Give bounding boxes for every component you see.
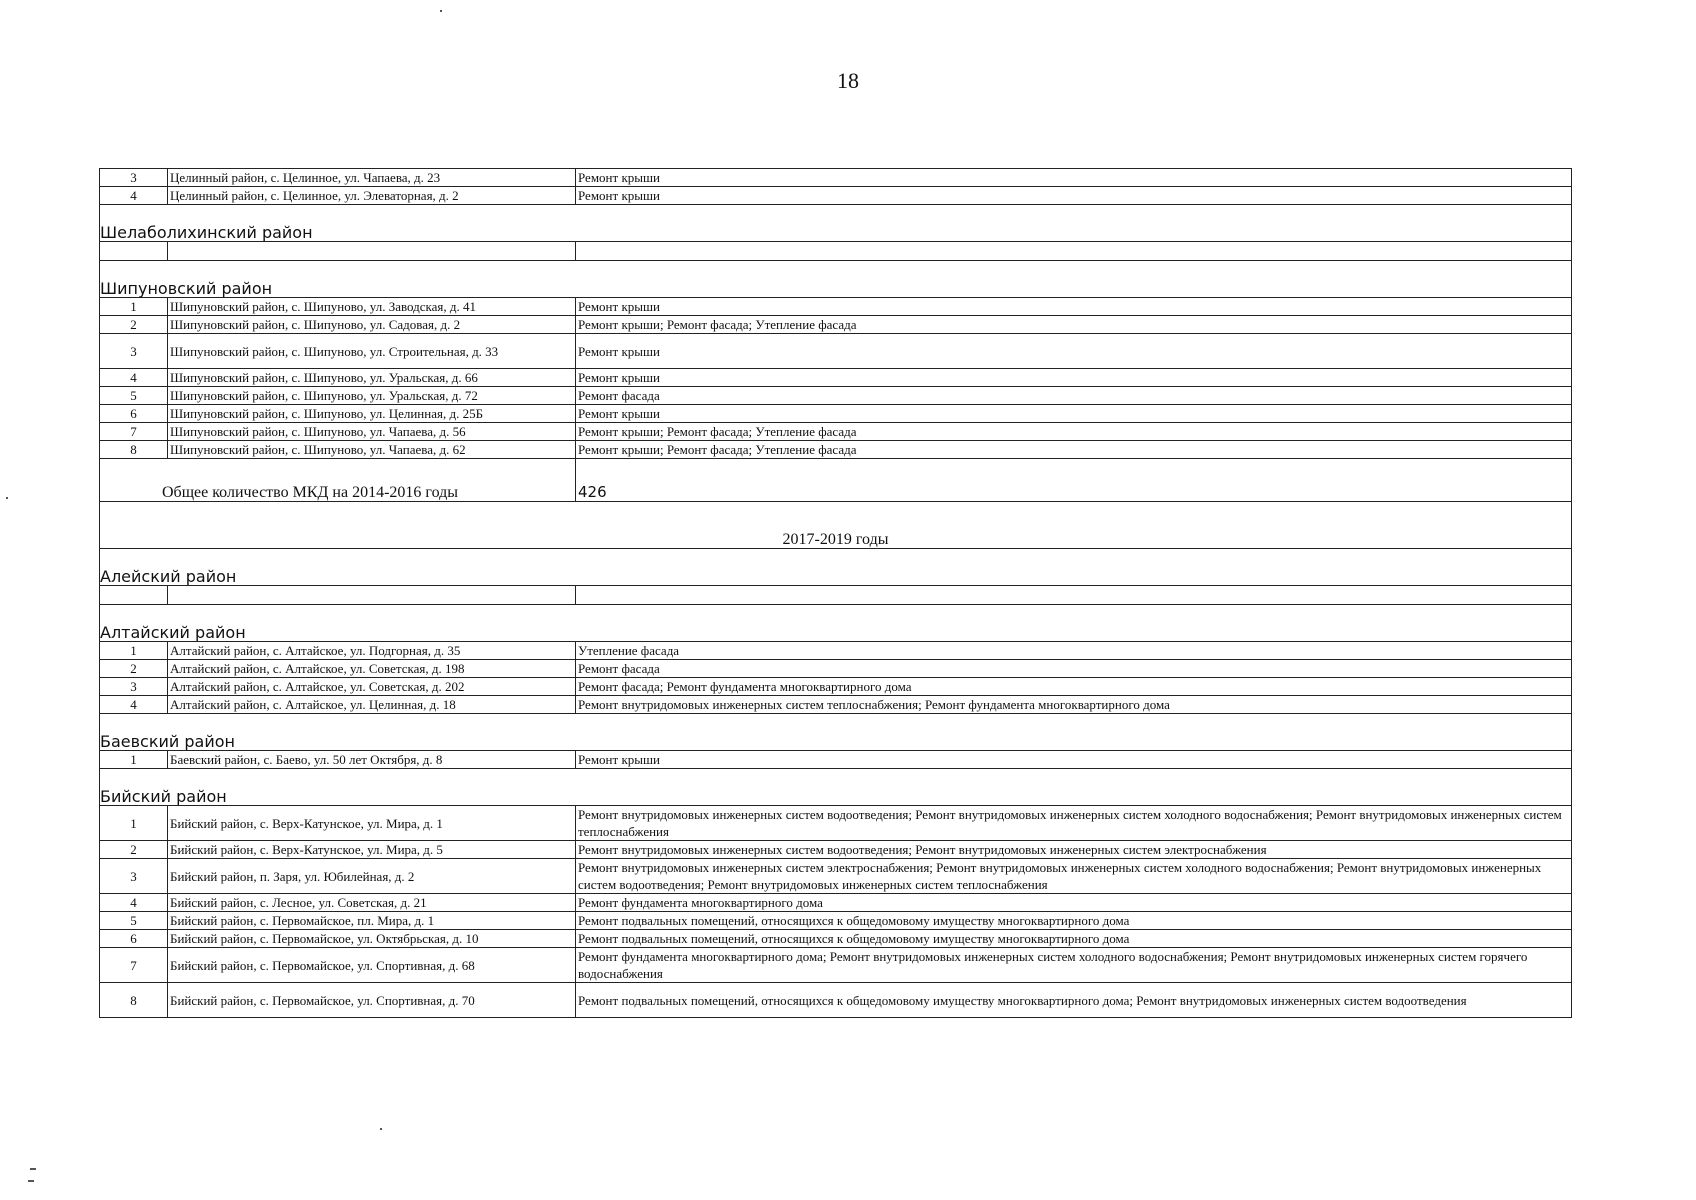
row-work-type: Ремонт внутридомовых инженерных систем водоотведения; Ремонт внутридомовых инженерных систем холодного водоснабжения; Ремонт внутридомовых инженерных систем теплоснабжения (576, 806, 1572, 841)
row-work-type: Ремонт крыши (576, 369, 1572, 387)
row-work-type: Ремонт крыши; Ремонт фасада; Утепление фасада (576, 441, 1572, 459)
scan-speck (30, 1168, 36, 1170)
row-work-type: Ремонт крыши (576, 405, 1572, 423)
row-address: Алтайский район, с. Алтайское, ул. Советская, д. 198 (168, 660, 576, 678)
row-work-type: Ремонт фундамента многоквартирного дома; Ремонт внутридомовых инженерных систем холодного водоснабжения; Ремонт внутридомовых инженерных систем горячего водоснабжения (576, 948, 1572, 983)
row-work-type: Утепление фасада (576, 642, 1572, 660)
row-number: 4 (100, 187, 168, 205)
row-work-type: Ремонт крыши (576, 187, 1572, 205)
row-number: 3 (100, 334, 168, 369)
row-address: Шипуновский район, с. Шипуново, ул. Уральская, д. 66 (168, 369, 576, 387)
page-number: 18 (837, 68, 859, 93)
scan-speck (380, 1128, 382, 1130)
district-heading-row (100, 261, 1572, 298)
district-heading: Бийский район (100, 769, 1572, 806)
row-number: 3 (100, 169, 168, 187)
table-row (100, 334, 1572, 369)
row-address: Бийский район, п. Заря, ул. Юбилейная, д. 2 (168, 859, 576, 894)
total-label: Общее количество МКД на 2014-2016 годы (100, 459, 576, 502)
table-row (100, 983, 1572, 1018)
scan-speck (6, 497, 8, 499)
district-heading: Шелаболихинский район (100, 205, 1572, 242)
row-work-type: Ремонт фундамента многоквартирного дома (576, 894, 1572, 912)
row-address: Бийский район, с. Верх-Катунское, ул. Мира, д. 5 (168, 841, 576, 859)
empty-cell (100, 242, 168, 261)
district-heading: Алейский район (100, 549, 1572, 586)
row-address: Бийский район, с. Лесное, ул. Советская, д. 21 (168, 894, 576, 912)
row-address: Бийский район, с. Первомайское, ул. Спортивная, д. 68 (168, 948, 576, 983)
table-row (100, 369, 1572, 387)
row-number: 7 (100, 948, 168, 983)
table-row (100, 696, 1572, 714)
table-row (100, 930, 1572, 948)
row-number: 2 (100, 841, 168, 859)
row-number: 1 (100, 298, 168, 316)
table-row (100, 423, 1572, 441)
empty-cell (168, 586, 576, 605)
row-address: Шипуновский район, с. Шипуново, ул. Заводская, д. 41 (168, 298, 576, 316)
table-body (100, 169, 1572, 1018)
table-row (100, 806, 1572, 841)
row-address: Шипуновский район, с. Шипуново, ул. Уральская, д. 72 (168, 387, 576, 405)
total-value: 426 (576, 459, 1572, 502)
row-address: Бийский район, с. Первомайское, ул. Октябрьская, д. 10 (168, 930, 576, 948)
total-row (100, 459, 1572, 502)
row-address: Шипуновский район, с. Шипуново, ул. Целинная, д. 25Б (168, 405, 576, 423)
row-work-type: Ремонт подвальных помещений, относящихся к общедомовому имуществу многоквартирного дома (576, 930, 1572, 948)
table-row (100, 751, 1572, 769)
table-row (100, 298, 1572, 316)
row-number: 1 (100, 642, 168, 660)
table-row (100, 642, 1572, 660)
period-heading: 2017-2019 годы (100, 502, 1572, 549)
row-number: 2 (100, 660, 168, 678)
row-work-type: Ремонт фасада; Ремонт фундамента многоквартирного дома (576, 678, 1572, 696)
empty-row (100, 242, 1572, 261)
row-address: Алтайский район, с. Алтайское, ул. Советская, д. 202 (168, 678, 576, 696)
row-address: Целинный район, с. Целинное, ул. Чапаева, д. 23 (168, 169, 576, 187)
row-address: Шипуновский район, с. Шипуново, ул. Чапаева, д. 62 (168, 441, 576, 459)
empty-cell (576, 586, 1572, 605)
district-heading-row (100, 769, 1572, 806)
row-number: 8 (100, 441, 168, 459)
table-row (100, 859, 1572, 894)
row-work-type: Ремонт подвальных помещений, относящихся к общедомовому имуществу многоквартирного дома (576, 912, 1572, 930)
table-row (100, 169, 1572, 187)
table-row (100, 660, 1572, 678)
table-row (100, 441, 1572, 459)
row-address: Шипуновский район, с. Шипуново, ул. Строительная, д. 33 (168, 334, 576, 369)
row-number: 4 (100, 894, 168, 912)
table-row (100, 948, 1572, 983)
row-number: 6 (100, 930, 168, 948)
row-address: Алтайский район, с. Алтайское, ул. Целинная, д. 18 (168, 696, 576, 714)
row-number: 1 (100, 751, 168, 769)
table-row (100, 841, 1572, 859)
row-number: 8 (100, 983, 168, 1018)
row-address: Бийский район, с. Верх-Катунское, ул. Мира, д. 1 (168, 806, 576, 841)
table-row (100, 894, 1572, 912)
district-heading-row (100, 714, 1572, 751)
scan-speck (440, 10, 442, 12)
repair-program-table (99, 168, 1572, 1018)
row-address: Алтайский район, с. Алтайское, ул. Подгорная, д. 35 (168, 642, 576, 660)
table-row (100, 316, 1572, 334)
row-number: 4 (100, 369, 168, 387)
district-heading-row (100, 205, 1572, 242)
row-work-type: Ремонт крыши (576, 298, 1572, 316)
district-heading-row (100, 549, 1572, 586)
district-heading: Алтайский район (100, 605, 1572, 642)
row-work-type: Ремонт крыши; Ремонт фасада; Утепление фасада (576, 316, 1572, 334)
period-heading-row (100, 502, 1572, 549)
row-work-type: Ремонт крыши (576, 169, 1572, 187)
empty-cell (100, 586, 168, 605)
row-address: Баевский район, с. Баево, ул. 50 лет Октября, д. 8 (168, 751, 576, 769)
row-work-type: Ремонт крыши; Ремонт фасада; Утепление фасада (576, 423, 1572, 441)
empty-row (100, 586, 1572, 605)
row-address: Целинный район, с. Целинное, ул. Элеваторная, д. 2 (168, 187, 576, 205)
row-work-type: Ремонт фасада (576, 387, 1572, 405)
row-address: Бийский район, с. Первомайское, пл. Мира, д. 1 (168, 912, 576, 930)
district-heading-row (100, 605, 1572, 642)
row-work-type: Ремонт крыши (576, 751, 1572, 769)
row-work-type: Ремонт фасада (576, 660, 1572, 678)
row-address: Шипуновский район, с. Шипуново, ул. Садовая, д. 2 (168, 316, 576, 334)
district-heading: Баевский район (100, 714, 1572, 751)
table-row (100, 405, 1572, 423)
row-work-type: Ремонт внутридомовых инженерных систем электроснабжения; Ремонт внутридомовых инженерных систем холодного водоснабжения; Ремонт внутридомовых инженерных систем водоотведения; Ремонт внутридомовых инженерных систем теплоснабжения (576, 859, 1572, 894)
row-number: 7 (100, 423, 168, 441)
table-row (100, 187, 1572, 205)
empty-cell (168, 242, 576, 261)
row-work-type: Ремонт внутридомовых инженерных систем теплоснабжения; Ремонт фундамента многоквартирного дома (576, 696, 1572, 714)
district-heading: Шипуновский район (100, 261, 1572, 298)
row-address: Бийский район, с. Первомайское, ул. Спортивная, д. 70 (168, 983, 576, 1018)
row-number: 4 (100, 696, 168, 714)
row-work-type: Ремонт внутридомовых инженерных систем водоотведения; Ремонт внутридомовых инженерных систем электроснабжения (576, 841, 1572, 859)
row-number: 2 (100, 316, 168, 334)
empty-cell (576, 242, 1572, 261)
row-number: 1 (100, 806, 168, 841)
row-work-type: Ремонт крыши (576, 334, 1572, 369)
row-number: 5 (100, 912, 168, 930)
row-number: 3 (100, 859, 168, 894)
table-row (100, 387, 1572, 405)
row-number: 5 (100, 387, 168, 405)
table-row (100, 912, 1572, 930)
row-address: Шипуновский район, с. Шипуново, ул. Чапаева, д. 56 (168, 423, 576, 441)
row-work-type: Ремонт подвальных помещений, относящихся к общедомовому имуществу многоквартирного дома; Ремонт внутридомовых инженерных систем водоотведения (576, 983, 1572, 1018)
row-number: 6 (100, 405, 168, 423)
row-number: 3 (100, 678, 168, 696)
table-row (100, 678, 1572, 696)
scan-speck (28, 1180, 34, 1182)
